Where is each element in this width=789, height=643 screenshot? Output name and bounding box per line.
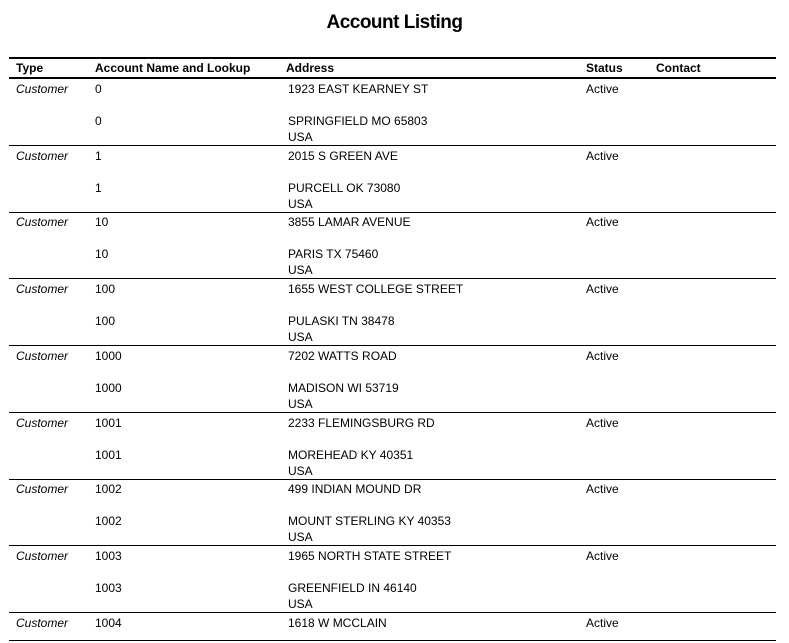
row-type: Customer [16,215,69,229]
row-type: Customer [16,482,69,496]
row-address-country: USA [288,330,313,344]
row-account-lookup: 0 [95,114,102,128]
row-account-name: 1002 [95,482,122,496]
row-address-line1: 499 INDIAN MOUND DR [288,482,422,496]
table-row [9,546,776,613]
row-type: Customer [16,349,69,363]
row-account-lookup: 1 [95,181,102,195]
row-account-lookup: 1001 [95,448,122,462]
row-address-city: PARIS TX 75460 [288,247,379,261]
row-type: Customer [16,282,69,296]
row-type: Customer [16,616,69,630]
row-address-city: MOUNT STERLING KY 40353 [288,514,451,528]
table-row [9,613,776,643]
row-address-country: USA [288,397,313,411]
row-address-line1: 1923 EAST KEARNEY ST [288,82,429,96]
row-address-city: GREENFIELD IN 46140 [288,581,417,595]
table-row [9,79,776,146]
row-status: Active [586,416,619,430]
row-address-city: MOREHEAD KY 40351 [288,448,414,462]
row-status: Active [586,215,619,229]
row-account-lookup: 1002 [95,514,122,528]
row-address-country: USA [288,597,313,611]
table-row [9,146,776,213]
row-account-name: 0 [95,82,102,96]
row-address-city: SPRINGFIELD MO 65803 [288,114,428,128]
row-address-country: USA [288,197,313,211]
row-type: Customer [16,549,69,563]
table-row [9,212,776,279]
row-status: Active [586,149,619,163]
row-address-line1: 2015 S GREEN AVE [288,149,398,163]
row-account-name: 1003 [95,549,122,563]
row-account-lookup: 10 [95,247,109,261]
row-type: Customer [16,82,69,96]
row-address-city: MADISON WI 53719 [288,381,399,395]
row-status: Active [586,349,619,363]
table-top-rule [9,57,776,59]
header-address: Address [286,61,335,75]
row-status: Active [586,482,619,496]
row-address-line1: 1655 WEST COLLEGE STREET [288,282,464,296]
row-address-country: USA [288,130,313,144]
header-status: Status [586,61,623,75]
header-account-name: Account Name and Lookup [95,61,251,75]
table-row [9,346,776,413]
row-account-name: 1004 [95,616,122,630]
table-row [9,279,776,346]
row-address-line1: 1618 W MCCLAIN [288,616,387,630]
row-account-lookup: 100 [95,314,116,328]
row-address-line1: 3855 LAMAR AVENUE [288,215,411,229]
table-row [9,413,776,480]
row-address-country: USA [288,263,313,277]
row-account-name: 100 [95,282,116,296]
row-address-line1: 2233 FLEMINGSBURG RD [288,416,435,430]
row-address-country: USA [288,464,313,478]
row-status: Active [586,282,619,296]
row-account-name: 1 [95,149,102,163]
row-address-city: PURCELL OK 73080 [288,181,401,195]
row-account-lookup: 1003 [95,581,122,595]
row-address-line1: 1965 NORTH STATE STREET [288,549,452,563]
row-status: Active [586,549,619,563]
row-account-lookup: 1000 [95,381,122,395]
row-status: Active [586,616,619,630]
row-account-name: 1000 [95,349,122,363]
row-status: Active [586,82,619,96]
row-account-name: 1001 [95,416,122,430]
row-account-name: 10 [95,215,109,229]
header-type: Type [16,61,44,75]
row-type: Customer [16,416,69,430]
table-row [9,479,776,546]
page-title: Account Listing [326,12,463,33]
row-address-city: PULASKI TN 38478 [288,314,395,328]
row-address-country: USA [288,530,313,544]
row-address-line1: 7202 WATTS ROAD [288,349,397,363]
row-type: Customer [16,149,69,163]
header-contact: Contact [656,61,701,75]
